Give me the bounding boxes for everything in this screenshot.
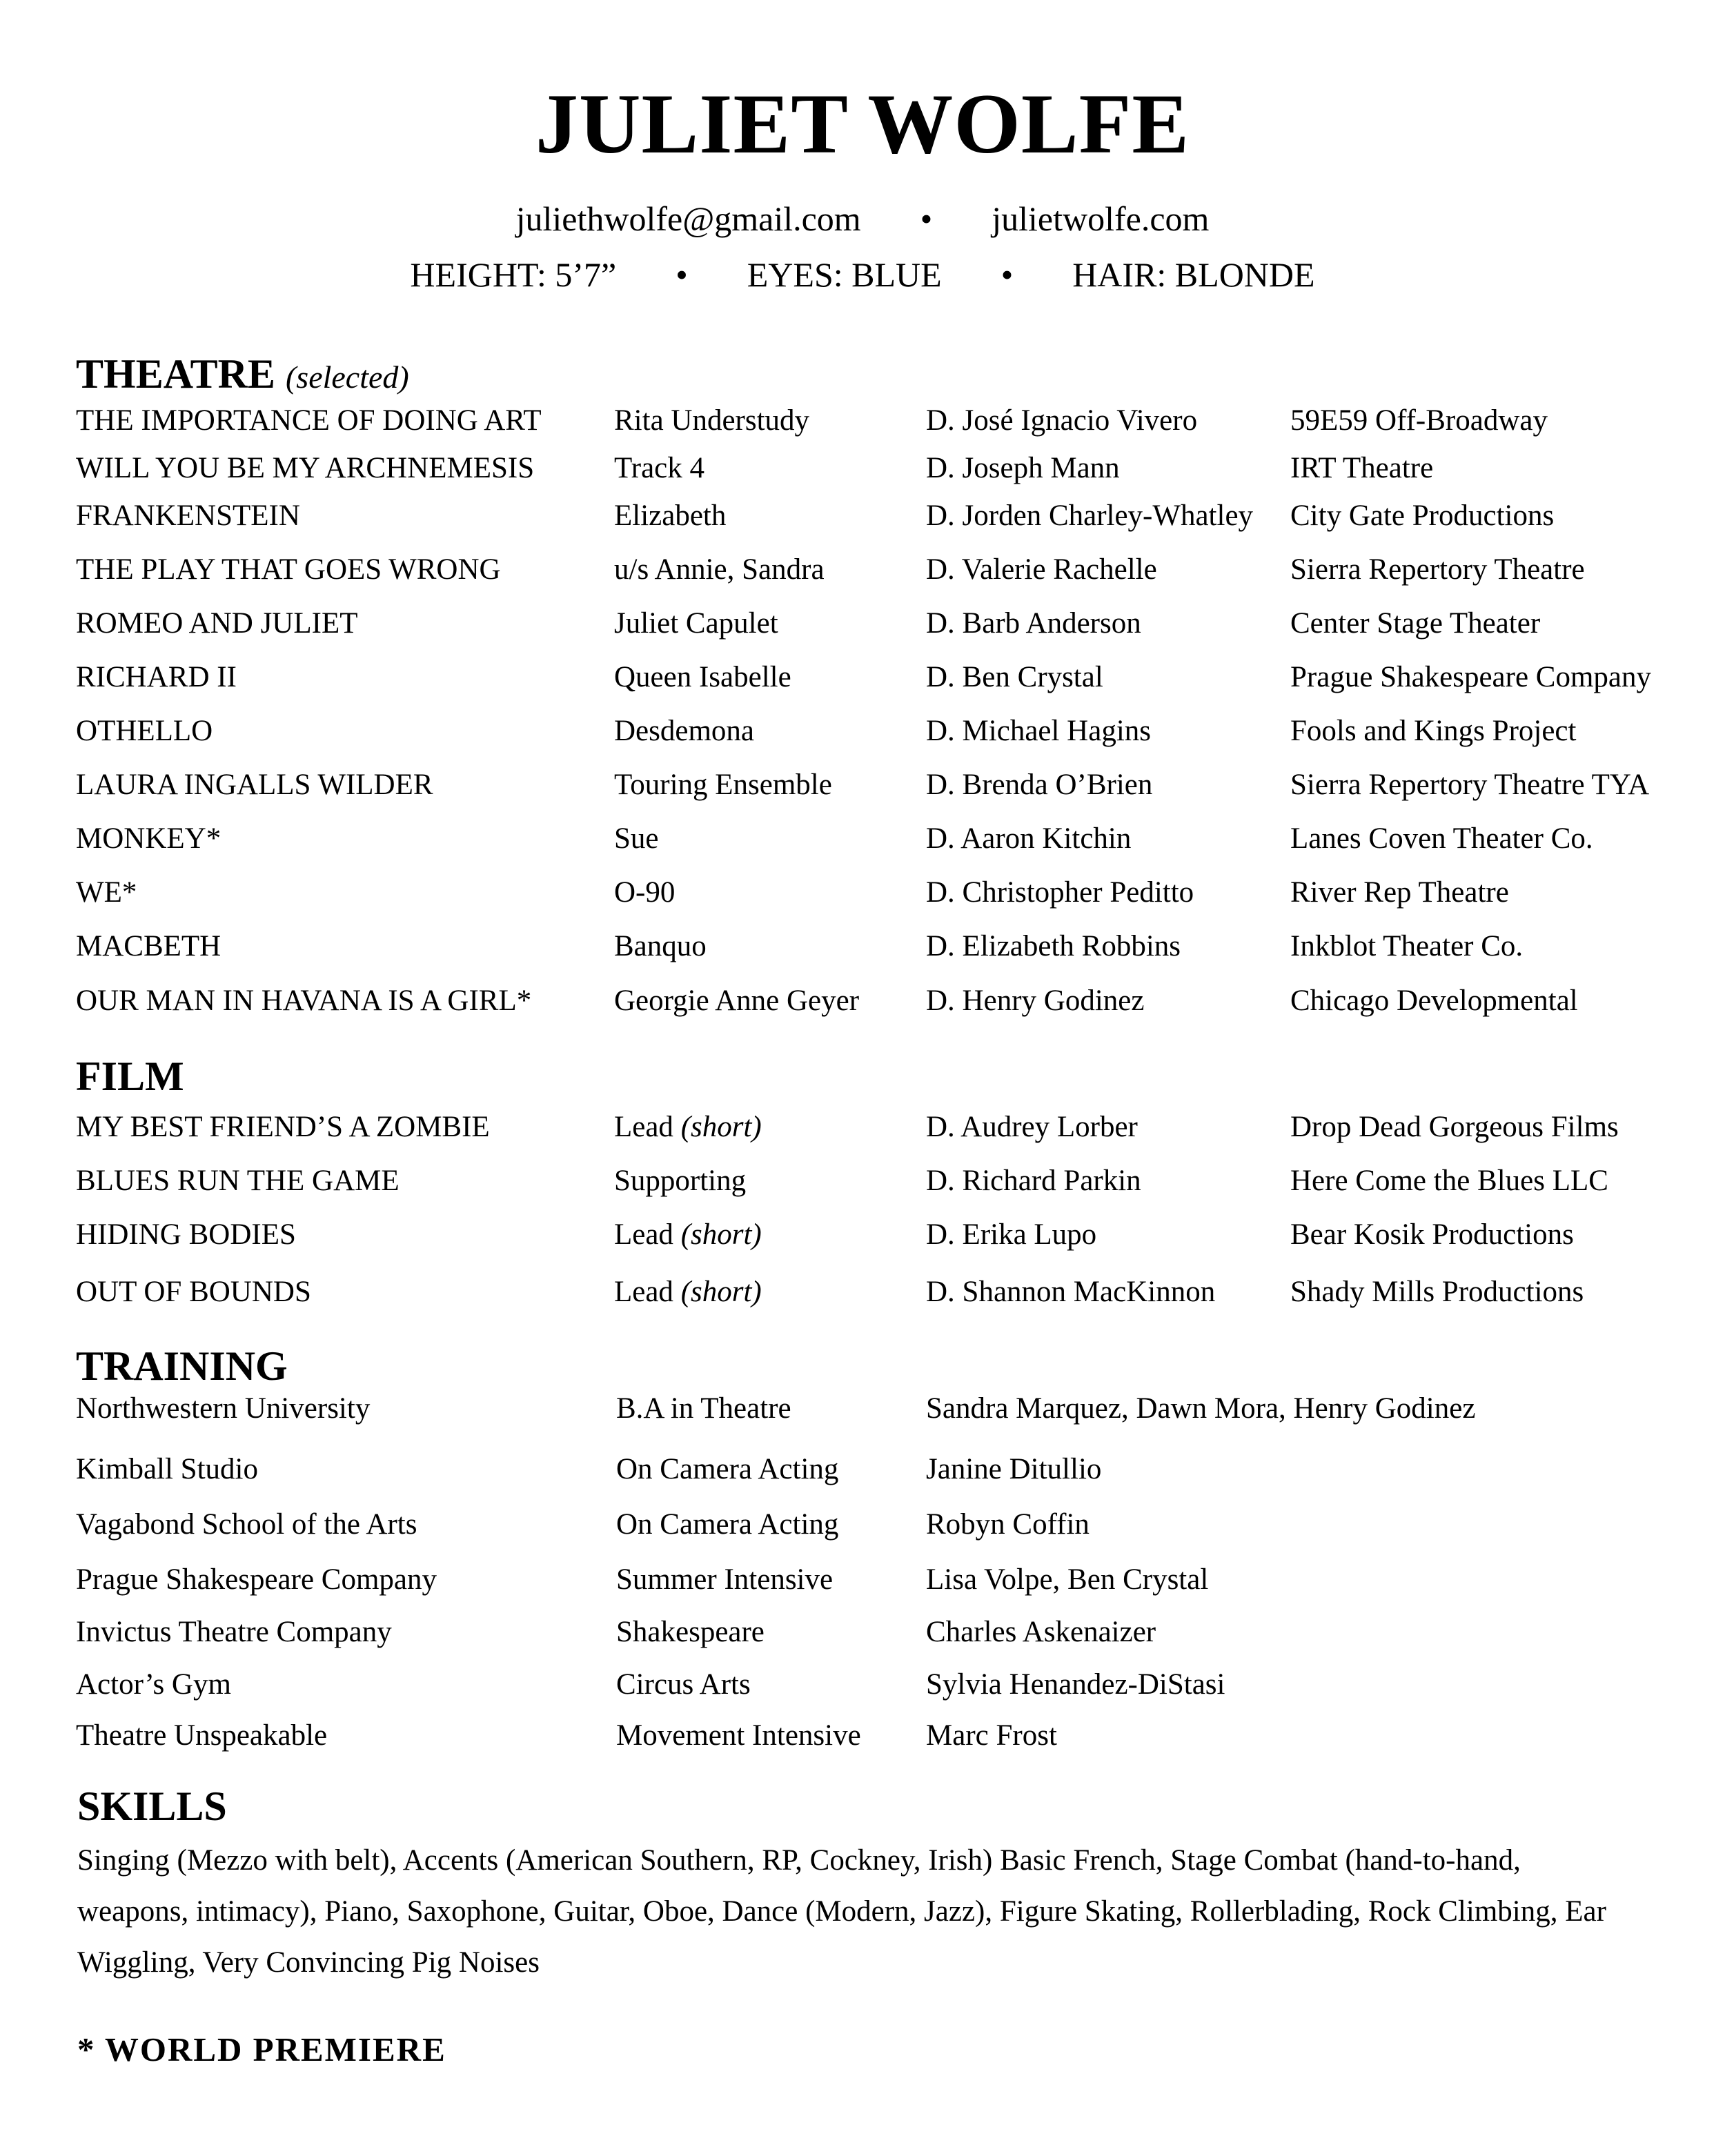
production-title: THE IMPORTANCE OF DOING ART <box>76 404 542 437</box>
production-title: LAURA INGALLS WILDER <box>76 769 433 801</box>
role: Georgie Anne Geyer <box>614 985 860 1017</box>
school: Kimball Studio <box>76 1453 258 1485</box>
school: Theatre Unspeakable <box>76 1719 328 1752</box>
production-title: OTHELLO <box>76 715 213 747</box>
role: Track 4 <box>614 452 704 484</box>
company: Shady Mills Productions <box>1290 1276 1584 1308</box>
company: IRT Theatre <box>1290 452 1434 484</box>
director: D. Michael Hagins <box>926 715 1152 747</box>
director: D. Ben Crystal <box>926 661 1103 693</box>
program: B.A in Theatre <box>616 1392 791 1425</box>
skills-heading-label: SKILLS <box>77 1783 227 1829</box>
role <box>614 1166 746 1196</box>
program: Circus Arts <box>616 1668 751 1701</box>
production-title: WE* <box>76 876 137 909</box>
production-title: FRANKENSTEIN <box>76 500 300 532</box>
production-title: MY BEST FRIEND’S A ZOMBIE <box>76 1111 490 1143</box>
film-heading-label: FILM <box>76 1054 184 1099</box>
school: Actor’s Gym <box>76 1668 231 1701</box>
production-title: OUR MAN IN HAVANA IS A GIRL* <box>76 985 532 1017</box>
company: Prague Shakespeare Company <box>1290 661 1652 693</box>
teachers: Janine Ditullio <box>926 1453 1102 1485</box>
website-link[interactable]: julietwolfe.com <box>992 199 1210 238</box>
director: D. Jorden Charley-Whatley <box>926 500 1254 532</box>
separator-bullet: • <box>920 199 933 238</box>
director: D. Christopher Peditto <box>926 876 1194 909</box>
production-title: MACBETH <box>76 930 221 962</box>
company: Drop Dead Gorgeous Films <box>1290 1111 1619 1143</box>
training-row <box>0 1617 1725 1659</box>
director: D. Richard Parkin <box>926 1165 1141 1197</box>
role: Sue <box>614 822 659 855</box>
training-heading-label: TRAINING <box>76 1343 288 1389</box>
email-link[interactable]: juliethwolfe@gmail.com <box>515 199 861 238</box>
training-row <box>0 1721 1725 1762</box>
director: D. Joseph Mann <box>926 452 1120 484</box>
theatre-row <box>0 555 1725 596</box>
contact-line <box>0 201 1725 236</box>
role: Queen Isabelle <box>614 661 791 693</box>
world-premiere-footnote: * WORLD PREMIERE <box>77 2030 446 2068</box>
role: Elizabeth <box>614 500 727 532</box>
role-note: (short) <box>680 1218 762 1251</box>
director: D. Henry Godinez <box>926 985 1145 1017</box>
theatre-subheading: (selected) <box>285 359 409 395</box>
company: Lanes Coven Theater Co. <box>1290 822 1593 855</box>
separator-bullet: • <box>1000 255 1014 294</box>
company: Inkblot Theater Co. <box>1290 930 1524 962</box>
school: Prague Shakespeare Company <box>76 1563 437 1596</box>
production-title: ROMEO AND JULIET <box>76 607 358 640</box>
role: Desdemona <box>614 715 754 747</box>
training-row <box>0 1454 1725 1496</box>
teachers: Charles Askenaizer <box>926 1616 1156 1648</box>
director: D. Barb Anderson <box>926 607 1141 640</box>
film-row <box>0 1112 1725 1154</box>
skills-heading <box>77 1783 227 1829</box>
training-row <box>0 1510 1725 1551</box>
company: City Gate Productions <box>1290 500 1555 532</box>
film-row <box>0 1220 1725 1261</box>
theatre-heading <box>76 353 409 395</box>
company: River Rep Theatre <box>1290 876 1509 909</box>
school: Invictus Theatre Company <box>76 1616 392 1648</box>
director: D. Audrey Lorber <box>926 1111 1138 1143</box>
company: 59E59 Off-Broadway <box>1290 404 1548 437</box>
separator-bullet: • <box>676 255 688 294</box>
skills-text: Singing (Mezzo with belt), Accents (American Southern, RP, Cockney, Irish) Basic French, Stage Combat (hand-to-hand, weapons, intimacy), Piano, Saxophone, Guitar, Oboe, Dance (Modern, Jazz), Figure Skating, Rollerblading, Rock Climbing, Ear Wiggling, Very Convincing Pig Noises <box>77 1844 1606 1979</box>
training-heading <box>76 1345 288 1387</box>
theatre-row <box>0 453 1725 495</box>
company: Sierra Repertory Theatre <box>1290 553 1585 586</box>
role <box>614 1277 762 1307</box>
theatre-row <box>0 662 1725 704</box>
eyes-stat: EYES: BLUE <box>747 255 942 294</box>
production-title: BLUES RUN THE GAME <box>76 1165 400 1197</box>
role: Rita Understudy <box>614 404 810 437</box>
teachers: Lisa Volpe, Ben Crystal <box>926 1563 1209 1596</box>
company: Chicago Developmental <box>1290 985 1578 1017</box>
program: On Camera Acting <box>616 1453 839 1485</box>
director: D. Aaron Kitchin <box>926 822 1132 855</box>
program: Shakespeare <box>616 1616 765 1648</box>
role: Banquo <box>614 930 707 962</box>
director: D. Brenda O’Brien <box>926 769 1153 801</box>
role-label: Lead <box>614 1218 673 1251</box>
role: Touring Ensemble <box>614 769 832 801</box>
film-heading <box>76 1056 184 1097</box>
role: O-90 <box>614 876 676 909</box>
director: D. Valerie Rachelle <box>926 553 1157 586</box>
school: Vagabond School of the Arts <box>76 1508 417 1541</box>
school: Northwestern University <box>76 1392 371 1425</box>
theatre-row <box>0 824 1725 865</box>
theatre-row <box>0 609 1725 650</box>
teachers: Robyn Coffin <box>926 1508 1090 1541</box>
director: D. José Ignacio Vivero <box>926 404 1198 437</box>
production-title: HIDING BODIES <box>76 1218 296 1251</box>
training-row <box>0 1565 1725 1606</box>
training-row <box>0 1394 1725 1435</box>
program: Movement Intensive <box>616 1719 861 1752</box>
theatre-heading-label: THEATRE <box>76 351 275 397</box>
program: On Camera Acting <box>616 1508 839 1541</box>
role-label: Lead <box>614 1111 673 1143</box>
production-title: MONKEY* <box>76 822 221 855</box>
company: Fools and Kings Project <box>1290 715 1577 747</box>
theatre-row <box>0 501 1725 542</box>
role-note: (short) <box>680 1111 762 1143</box>
height-stat: HEIGHT: 5’7” <box>410 255 617 294</box>
actor-name: JULIET WOLFE <box>535 77 1190 171</box>
production-title: WILL YOU BE MY ARCHNEMESIS <box>76 452 535 484</box>
program: Summer Intensive <box>616 1563 834 1596</box>
theatre-row <box>0 770 1725 811</box>
production-title: OUT OF BOUNDS <box>76 1276 311 1308</box>
role <box>614 1220 762 1249</box>
role-label: Supporting <box>614 1165 747 1197</box>
theatre-row <box>0 931 1725 973</box>
stats-line <box>0 257 1725 292</box>
film-row <box>0 1277 1725 1318</box>
role <box>614 1112 762 1142</box>
director: D. Elizabeth Robbins <box>926 930 1181 962</box>
teachers: Sandra Marquez, Dawn Mora, Henry Godinez <box>926 1392 1476 1425</box>
theatre-row <box>0 406 1725 447</box>
role-note: (short) <box>680 1276 762 1308</box>
production-title: THE PLAY THAT GOES WRONG <box>76 553 501 586</box>
director: D. Shannon MacKinnon <box>926 1276 1216 1308</box>
hair-stat: HAIR: BLONDE <box>1072 255 1315 294</box>
company: Here Come the Blues LLC <box>1290 1165 1608 1197</box>
company: Center Stage Theater <box>1290 607 1541 640</box>
production-title: RICHARD II <box>76 661 237 693</box>
role-label: Lead <box>614 1276 673 1308</box>
company: Sierra Repertory Theatre TYA <box>1290 769 1650 801</box>
company: Bear Kosik Productions <box>1290 1218 1574 1251</box>
training-row <box>0 1670 1725 1711</box>
theatre-row <box>0 986 1725 1027</box>
theatre-row <box>0 716 1725 758</box>
theatre-row <box>0 878 1725 919</box>
teachers: Sylvia Henandez-DiStasi <box>926 1668 1225 1701</box>
teachers: Marc Frost <box>926 1719 1057 1752</box>
role: u/s Annie, Sandra <box>614 553 825 586</box>
role: Juliet Capulet <box>614 607 778 640</box>
film-row <box>0 1166 1725 1207</box>
director: D. Erika Lupo <box>926 1218 1097 1251</box>
